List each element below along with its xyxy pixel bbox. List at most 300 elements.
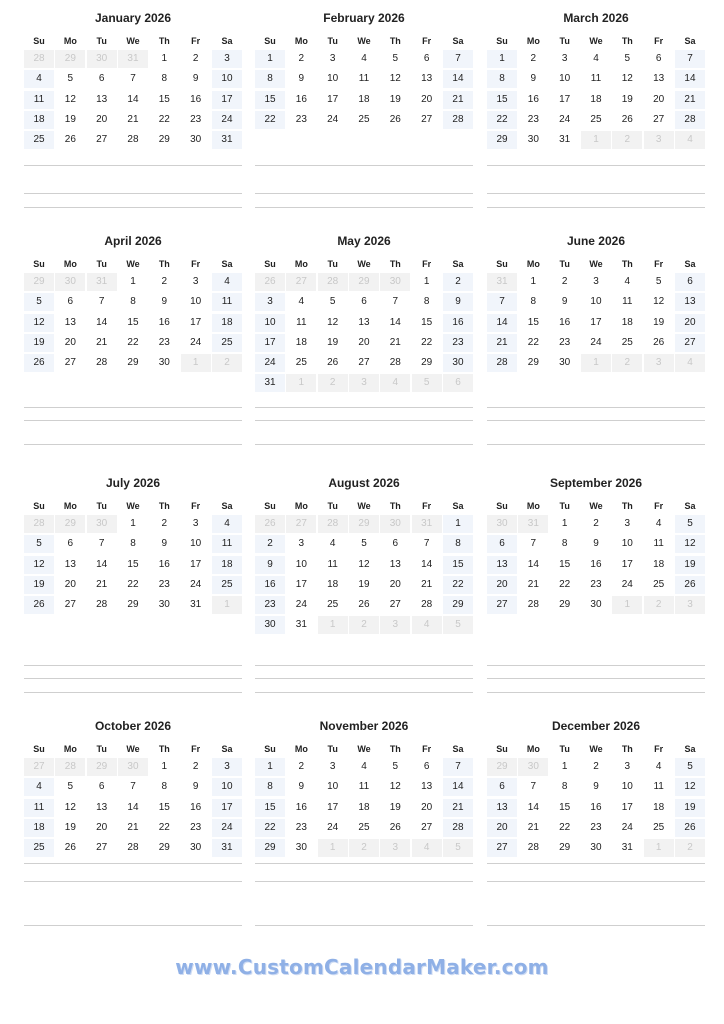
- day-cell[interactable]: 10: [327, 73, 339, 85]
- day-cell[interactable]: 22: [559, 821, 571, 833]
- day-cell[interactable]: 26: [621, 113, 633, 125]
- day-cell[interactable]: 4: [24, 778, 54, 796]
- day-cell[interactable]: 16: [190, 801, 202, 813]
- day-cell[interactable]: 28: [389, 357, 401, 369]
- day-cell[interactable]: 21: [527, 821, 539, 833]
- day-cell[interactable]: 10: [621, 781, 633, 793]
- day-cell[interactable]: 20: [96, 821, 108, 833]
- day-cell[interactable]: 27: [675, 334, 705, 352]
- day-cell[interactable]: 13: [389, 558, 401, 570]
- day-cell[interactable]: 13: [421, 781, 433, 793]
- day-cell[interactable]: 17: [190, 558, 202, 570]
- day-cell[interactable]: 7: [675, 50, 705, 68]
- day-cell[interactable]: 25: [358, 113, 370, 125]
- day-cell[interactable]: 1: [561, 761, 568, 772]
- day-cell[interactable]: 16: [590, 558, 602, 570]
- day-cell[interactable]: 13: [421, 73, 433, 85]
- day-cell[interactable]: 16: [190, 93, 202, 105]
- day-cell[interactable]: 27: [96, 134, 108, 146]
- day-cell[interactable]: 4: [655, 761, 662, 772]
- day-cell[interactable]: 23: [158, 336, 170, 348]
- day-cell[interactable]: 19: [621, 93, 633, 105]
- day-cell[interactable]: 2: [443, 273, 473, 291]
- day-cell[interactable]: 22: [158, 113, 170, 125]
- day-cell[interactable]: 6: [423, 761, 430, 772]
- day-cell[interactable]: 26: [24, 354, 54, 372]
- day-cell[interactable]: 16: [255, 576, 285, 594]
- day-cell[interactable]: 26: [675, 576, 705, 594]
- day-cell[interactable]: 1: [561, 518, 568, 529]
- day-cell[interactable]: 24: [590, 336, 602, 348]
- day-cell[interactable]: 8: [530, 296, 537, 308]
- day-cell[interactable]: 16: [295, 93, 307, 105]
- day-cell[interactable]: 14: [527, 558, 539, 570]
- day-cell[interactable]: 20: [487, 819, 517, 837]
- day-cell[interactable]: 23: [255, 596, 285, 614]
- day-cell[interactable]: 15: [559, 801, 571, 813]
- day-cell[interactable]: 16: [443, 314, 473, 332]
- day-cell[interactable]: 31: [190, 599, 202, 611]
- day-cell[interactable]: 24: [327, 113, 339, 125]
- day-cell[interactable]: 13: [64, 316, 76, 328]
- day-cell[interactable]: 1: [423, 276, 430, 287]
- day-cell[interactable]: 3: [329, 53, 336, 64]
- day-cell[interactable]: 5: [675, 758, 705, 776]
- day-cell[interactable]: 27: [64, 357, 76, 369]
- day-cell[interactable]: 2: [161, 518, 168, 529]
- day-cell[interactable]: 20: [421, 801, 433, 813]
- day-cell[interactable]: 27: [96, 842, 108, 854]
- day-cell[interactable]: 6: [67, 538, 74, 550]
- day-cell[interactable]: 5: [67, 73, 74, 85]
- day-cell[interactable]: 12: [675, 535, 705, 553]
- day-cell[interactable]: 15: [527, 316, 539, 328]
- day-cell[interactable]: 5: [67, 781, 74, 793]
- day-cell[interactable]: 22: [158, 821, 170, 833]
- day-cell[interactable]: 2: [192, 53, 199, 64]
- day-cell[interactable]: 9: [298, 73, 305, 85]
- day-cell[interactable]: 29: [559, 599, 571, 611]
- day-cell[interactable]: 15: [487, 91, 517, 109]
- day-cell[interactable]: 8: [161, 781, 168, 793]
- day-cell[interactable]: 19: [24, 334, 54, 352]
- day-cell[interactable]: 5: [675, 515, 705, 533]
- day-cell[interactable]: 11: [212, 293, 242, 311]
- day-cell[interactable]: 29: [559, 842, 571, 854]
- day-cell[interactable]: 18: [590, 93, 602, 105]
- day-cell[interactable]: 21: [389, 336, 401, 348]
- day-cell[interactable]: 29: [443, 596, 473, 614]
- day-cell[interactable]: 7: [443, 50, 473, 68]
- day-cell[interactable]: 29: [421, 357, 433, 369]
- day-cell[interactable]: 29: [158, 842, 170, 854]
- day-cell[interactable]: 16: [158, 316, 170, 328]
- day-cell[interactable]: 10: [295, 558, 307, 570]
- day-cell[interactable]: 12: [64, 801, 76, 813]
- day-cell[interactable]: 12: [653, 296, 665, 308]
- day-cell[interactable]: 30: [158, 357, 170, 369]
- day-cell[interactable]: 25: [653, 821, 665, 833]
- day-cell[interactable]: 9: [298, 781, 305, 793]
- day-cell[interactable]: 30: [443, 354, 473, 372]
- day-cell[interactable]: 21: [127, 821, 139, 833]
- day-cell[interactable]: 9: [161, 296, 168, 308]
- day-cell[interactable]: 17: [559, 93, 571, 105]
- day-cell[interactable]: 19: [675, 556, 705, 574]
- day-cell[interactable]: 26: [389, 113, 401, 125]
- day-cell[interactable]: 20: [96, 113, 108, 125]
- day-cell[interactable]: 17: [212, 91, 242, 109]
- day-cell[interactable]: 11: [24, 91, 54, 109]
- day-cell[interactable]: 25: [327, 599, 339, 611]
- day-cell[interactable]: 10: [621, 538, 633, 550]
- day-cell[interactable]: 9: [530, 73, 537, 85]
- day-cell[interactable]: 29: [127, 357, 139, 369]
- day-cell[interactable]: 24: [621, 821, 633, 833]
- day-cell[interactable]: 28: [96, 357, 108, 369]
- day-cell[interactable]: 20: [358, 336, 370, 348]
- day-cell[interactable]: 27: [421, 821, 433, 833]
- day-cell[interactable]: 21: [487, 334, 517, 352]
- day-cell[interactable]: 1: [130, 276, 136, 287]
- day-cell[interactable]: 1: [130, 518, 136, 529]
- day-cell[interactable]: 4: [298, 296, 305, 308]
- day-cell[interactable]: 28: [675, 111, 705, 129]
- day-cell[interactable]: 7: [98, 296, 105, 308]
- day-cell[interactable]: 17: [327, 801, 339, 813]
- day-cell[interactable]: 31: [212, 839, 242, 857]
- day-cell[interactable]: 26: [64, 134, 76, 146]
- day-cell[interactable]: 29: [527, 357, 539, 369]
- day-cell[interactable]: 2: [561, 276, 568, 287]
- day-cell[interactable]: 29: [255, 839, 285, 857]
- day-cell[interactable]: 23: [295, 113, 307, 125]
- day-cell[interactable]: 31: [212, 131, 242, 149]
- day-cell[interactable]: 3: [298, 538, 305, 550]
- day-cell[interactable]: 20: [389, 578, 401, 590]
- day-cell[interactable]: 1: [161, 761, 168, 772]
- day-cell[interactable]: 4: [593, 53, 599, 64]
- day-cell[interactable]: 14: [421, 558, 433, 570]
- day-cell[interactable]: 12: [675, 778, 705, 796]
- day-cell[interactable]: 18: [653, 801, 665, 813]
- day-cell[interactable]: 17: [190, 316, 202, 328]
- day-cell[interactable]: 4: [329, 538, 336, 550]
- day-cell[interactable]: 19: [64, 113, 76, 125]
- day-cell[interactable]: 8: [130, 296, 136, 308]
- day-cell[interactable]: 8: [487, 70, 517, 88]
- day-cell[interactable]: 9: [255, 556, 285, 574]
- day-cell[interactable]: 13: [487, 556, 517, 574]
- day-cell[interactable]: 22: [255, 819, 285, 837]
- day-cell[interactable]: 14: [443, 70, 473, 88]
- day-cell[interactable]: 19: [358, 578, 370, 590]
- day-cell[interactable]: 28: [96, 599, 108, 611]
- day-cell[interactable]: 10: [255, 314, 285, 332]
- day-cell[interactable]: 23: [190, 821, 202, 833]
- day-cell[interactable]: 3: [212, 50, 242, 68]
- day-cell[interactable]: 3: [329, 761, 336, 772]
- day-cell[interactable]: 24: [190, 578, 202, 590]
- day-cell[interactable]: 12: [621, 73, 633, 85]
- day-cell[interactable]: 28: [421, 599, 433, 611]
- day-cell[interactable]: 23: [590, 578, 602, 590]
- day-cell[interactable]: 25: [212, 334, 242, 352]
- day-cell[interactable]: 7: [98, 538, 105, 550]
- day-cell[interactable]: 27: [487, 839, 517, 857]
- day-cell[interactable]: 25: [24, 131, 54, 149]
- day-cell[interactable]: 24: [295, 599, 307, 611]
- day-cell[interactable]: 12: [389, 73, 401, 85]
- day-cell[interactable]: 20: [487, 576, 517, 594]
- day-cell[interactable]: 3: [624, 518, 631, 529]
- day-cell[interactable]: 15: [158, 93, 170, 105]
- day-cell[interactable]: 27: [64, 599, 76, 611]
- day-cell[interactable]: 21: [443, 799, 473, 817]
- day-cell[interactable]: 17: [327, 93, 339, 105]
- day-cell[interactable]: 13: [64, 558, 76, 570]
- day-cell[interactable]: 6: [487, 778, 517, 796]
- day-cell[interactable]: 30: [527, 134, 539, 146]
- day-cell[interactable]: 7: [130, 73, 136, 85]
- day-cell[interactable]: 15: [127, 316, 139, 328]
- day-cell[interactable]: 6: [98, 781, 105, 793]
- day-cell[interactable]: 16: [559, 316, 571, 328]
- day-cell[interactable]: 7: [130, 781, 136, 793]
- day-cell[interactable]: 11: [24, 799, 54, 817]
- day-cell[interactable]: 4: [212, 515, 242, 533]
- day-cell[interactable]: 26: [358, 599, 370, 611]
- day-cell[interactable]: 24: [255, 354, 285, 372]
- day-cell[interactable]: 9: [593, 781, 599, 793]
- day-cell[interactable]: 10: [559, 73, 571, 85]
- day-cell[interactable]: 2: [192, 761, 199, 772]
- day-cell[interactable]: 11: [358, 73, 370, 85]
- day-cell[interactable]: 12: [24, 314, 54, 332]
- day-cell[interactable]: 8: [255, 70, 285, 88]
- day-cell[interactable]: 6: [423, 53, 430, 64]
- day-cell[interactable]: 14: [443, 778, 473, 796]
- day-cell[interactable]: 2: [593, 518, 599, 529]
- day-cell[interactable]: 3: [192, 276, 199, 287]
- day-cell[interactable]: 8: [161, 73, 168, 85]
- day-cell[interactable]: 14: [389, 316, 401, 328]
- day-cell[interactable]: 7: [530, 538, 537, 550]
- day-cell[interactable]: 26: [653, 336, 665, 348]
- day-cell[interactable]: 3: [624, 761, 631, 772]
- day-cell[interactable]: 21: [443, 91, 473, 109]
- day-cell[interactable]: 5: [329, 296, 336, 308]
- day-cell[interactable]: 30: [190, 134, 202, 146]
- day-cell[interactable]: 13: [96, 93, 108, 105]
- day-cell[interactable]: 25: [24, 839, 54, 857]
- day-cell[interactable]: 29: [158, 134, 170, 146]
- day-cell[interactable]: 25: [621, 336, 633, 348]
- day-cell[interactable]: 10: [190, 296, 202, 308]
- day-cell[interactable]: 9: [161, 538, 168, 550]
- day-cell[interactable]: 9: [561, 296, 568, 308]
- day-cell[interactable]: 1: [530, 276, 537, 287]
- day-cell[interactable]: 8: [561, 781, 568, 793]
- day-cell[interactable]: 5: [392, 53, 399, 64]
- day-cell[interactable]: 18: [24, 111, 54, 129]
- day-cell[interactable]: 26: [24, 596, 54, 614]
- day-cell[interactable]: 2: [593, 761, 599, 772]
- day-cell[interactable]: 2: [530, 53, 537, 64]
- day-cell[interactable]: 31: [559, 134, 571, 146]
- day-cell[interactable]: 13: [487, 799, 517, 817]
- day-cell[interactable]: 14: [487, 314, 517, 332]
- day-cell[interactable]: 22: [527, 336, 539, 348]
- day-cell[interactable]: 18: [212, 556, 242, 574]
- day-cell[interactable]: 21: [675, 91, 705, 109]
- day-cell[interactable]: 17: [212, 799, 242, 817]
- day-cell[interactable]: 30: [295, 842, 307, 854]
- day-cell[interactable]: 13: [96, 801, 108, 813]
- day-cell[interactable]: 7: [392, 296, 399, 308]
- day-cell[interactable]: 29: [127, 599, 139, 611]
- day-cell[interactable]: 19: [24, 576, 54, 594]
- day-cell[interactable]: 23: [190, 113, 202, 125]
- day-cell[interactable]: 21: [527, 578, 539, 590]
- day-cell[interactable]: 8: [443, 535, 473, 553]
- day-cell[interactable]: 18: [653, 558, 665, 570]
- day-cell[interactable]: 21: [127, 113, 139, 125]
- day-cell[interactable]: 31: [621, 842, 633, 854]
- day-cell[interactable]: 15: [127, 558, 139, 570]
- day-cell[interactable]: 10: [327, 781, 339, 793]
- day-cell[interactable]: 15: [421, 316, 433, 328]
- day-cell[interactable]: 23: [158, 578, 170, 590]
- day-cell[interactable]: 31: [255, 374, 285, 392]
- day-cell[interactable]: 30: [559, 357, 571, 369]
- day-cell[interactable]: 5: [24, 293, 54, 311]
- day-cell[interactable]: 1: [255, 50, 285, 68]
- day-cell[interactable]: 3: [593, 276, 599, 287]
- day-cell[interactable]: 23: [443, 334, 473, 352]
- day-cell[interactable]: 19: [653, 316, 665, 328]
- day-cell[interactable]: 22: [255, 111, 285, 129]
- day-cell[interactable]: 20: [653, 93, 665, 105]
- day-cell[interactable]: 6: [67, 296, 74, 308]
- day-cell[interactable]: 27: [389, 599, 401, 611]
- day-cell[interactable]: 3: [561, 53, 568, 64]
- day-cell[interactable]: 14: [96, 558, 108, 570]
- day-cell[interactable]: 22: [421, 336, 433, 348]
- day-cell[interactable]: 11: [358, 781, 370, 793]
- day-cell[interactable]: 25: [295, 357, 307, 369]
- day-cell[interactable]: 26: [675, 819, 705, 837]
- day-cell[interactable]: 2: [298, 761, 305, 772]
- day-cell[interactable]: 4: [361, 53, 367, 64]
- day-cell[interactable]: 30: [255, 616, 285, 634]
- day-cell[interactable]: 9: [593, 538, 599, 550]
- day-cell[interactable]: 5: [392, 761, 399, 772]
- day-cell[interactable]: 4: [624, 276, 631, 287]
- day-cell[interactable]: 24: [212, 819, 242, 837]
- footer-url[interactable]: www.CustomCalendarMaker.com: [175, 955, 549, 979]
- day-cell[interactable]: 18: [24, 819, 54, 837]
- day-cell[interactable]: 22: [127, 578, 139, 590]
- day-cell[interactable]: 14: [127, 93, 139, 105]
- day-cell[interactable]: 3: [255, 293, 285, 311]
- day-cell[interactable]: 23: [527, 113, 539, 125]
- day-cell[interactable]: 6: [675, 273, 705, 291]
- day-cell[interactable]: 8: [561, 538, 568, 550]
- day-cell[interactable]: 30: [190, 842, 202, 854]
- day-cell[interactable]: 27: [358, 357, 370, 369]
- day-cell[interactable]: 8: [130, 538, 136, 550]
- day-cell[interactable]: 1: [161, 53, 168, 64]
- day-cell[interactable]: 1: [255, 758, 285, 776]
- day-cell[interactable]: 16: [158, 558, 170, 570]
- day-cell[interactable]: 12: [358, 558, 370, 570]
- day-cell[interactable]: 3: [212, 758, 242, 776]
- day-cell[interactable]: 10: [190, 538, 202, 550]
- day-cell[interactable]: 20: [421, 93, 433, 105]
- day-cell[interactable]: 24: [327, 821, 339, 833]
- day-cell[interactable]: 10: [212, 70, 242, 88]
- day-cell[interactable]: 16: [590, 801, 602, 813]
- day-cell[interactable]: 23: [559, 336, 571, 348]
- day-cell[interactable]: 28: [127, 134, 139, 146]
- day-cell[interactable]: 10: [212, 778, 242, 796]
- day-cell[interactable]: 28: [527, 842, 539, 854]
- day-cell[interactable]: 15: [255, 91, 285, 109]
- day-cell[interactable]: 6: [361, 296, 367, 308]
- day-cell[interactable]: 12: [327, 316, 339, 328]
- day-cell[interactable]: 22: [487, 111, 517, 129]
- day-cell[interactable]: 17: [255, 334, 285, 352]
- day-cell[interactable]: 30: [590, 842, 602, 854]
- day-cell[interactable]: 12: [389, 781, 401, 793]
- day-cell[interactable]: 16: [295, 801, 307, 813]
- day-cell[interactable]: 26: [327, 357, 339, 369]
- day-cell[interactable]: 11: [653, 538, 664, 550]
- day-cell[interactable]: 11: [212, 535, 242, 553]
- day-cell[interactable]: 15: [255, 799, 285, 817]
- day-cell[interactable]: 15: [158, 801, 170, 813]
- day-cell[interactable]: 13: [675, 293, 705, 311]
- day-cell[interactable]: 5: [24, 535, 54, 553]
- day-cell[interactable]: 13: [653, 73, 665, 85]
- day-cell[interactable]: 21: [96, 336, 108, 348]
- day-cell[interactable]: 23: [590, 821, 602, 833]
- day-cell[interactable]: 30: [590, 599, 602, 611]
- day-cell[interactable]: 11: [590, 73, 602, 85]
- day-cell[interactable]: 5: [655, 276, 662, 287]
- day-cell[interactable]: 6: [655, 53, 662, 64]
- day-cell[interactable]: 1: [443, 515, 473, 533]
- day-cell[interactable]: 6: [487, 535, 517, 553]
- day-cell[interactable]: 21: [421, 578, 433, 590]
- day-cell[interactable]: 20: [675, 314, 705, 332]
- day-cell[interactable]: 25: [590, 113, 602, 125]
- day-cell[interactable]: 11: [327, 558, 338, 570]
- day-cell[interactable]: 2: [255, 535, 285, 553]
- day-cell[interactable]: 28: [443, 111, 473, 129]
- day-cell[interactable]: 4: [212, 273, 242, 291]
- day-cell[interactable]: 25: [653, 578, 665, 590]
- day-cell[interactable]: 27: [487, 596, 517, 614]
- day-cell[interactable]: 14: [96, 316, 108, 328]
- day-cell[interactable]: 3: [192, 518, 199, 529]
- day-cell[interactable]: 4: [361, 761, 367, 772]
- day-cell[interactable]: 22: [443, 576, 473, 594]
- day-cell[interactable]: 28: [443, 819, 473, 837]
- day-cell[interactable]: 23: [295, 821, 307, 833]
- day-cell[interactable]: 24: [621, 578, 633, 590]
